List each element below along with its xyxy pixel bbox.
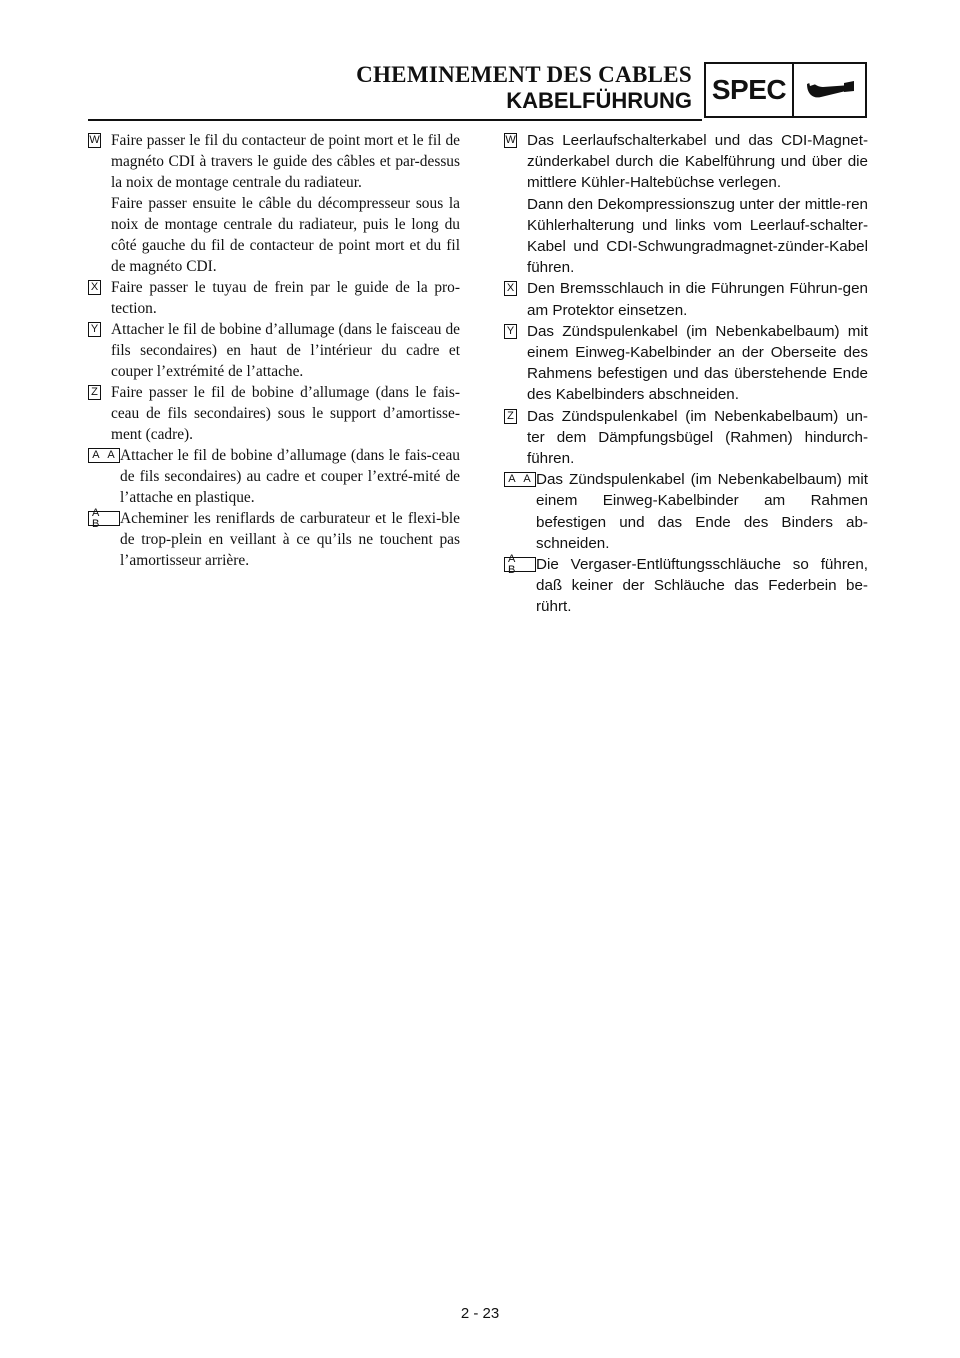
- item-marker: X: [88, 280, 101, 295]
- item-text: [120, 445, 460, 508]
- item-text: [111, 319, 460, 382]
- item-paragraph: Das Zündspulenkabel (im Nebenkabelbaum) mit einem Einweg-Kabelbinder an der Oberseite des Rahmens befestigen und das überstehende Ende des Kabelbinders abschneiden.: [527, 322, 868, 404]
- item-text: [527, 130, 868, 278]
- list-item: [88, 382, 460, 445]
- list-item: [88, 445, 460, 508]
- list-item: [504, 130, 868, 278]
- item-marker: W: [89, 134, 100, 146]
- german-column: [504, 130, 868, 618]
- item-marker: W: [505, 134, 516, 146]
- header-title-fr: CHEMINEMENT DES CABLES: [356, 62, 692, 87]
- item-marker: Y: [88, 322, 101, 337]
- spec-box: [704, 62, 867, 118]
- item-text: [111, 382, 460, 445]
- item-marker: Z: [88, 385, 101, 400]
- item-paragraph: Faire passer le fil du contacteur de point mort et le fil de magnéto CDI à travers le guide des câbles et par-dessus la noix de montage centrale du radiateur.: [111, 132, 460, 191]
- item-paragraph: Faire passer le fil de bobine d’allumage (dans le fais-ceau de fils secondaires) sous le support d’amortisse-ment (cadre).: [111, 384, 460, 443]
- list-item: [88, 130, 460, 277]
- list-item: [504, 278, 868, 320]
- page-number: 2 - 23: [460, 1305, 500, 1322]
- list-item: [504, 321, 868, 406]
- item-text: [527, 321, 868, 406]
- item-paragraph: Den Bremsschlauch in die Führungen Führun-gen am Protektor einsetzen.: [527, 280, 868, 319]
- item-text: [527, 278, 868, 320]
- list-item: [88, 508, 460, 571]
- item-marker: Y: [504, 324, 517, 339]
- item-paragraph: Attacher le fil de bobine d’allumage (dans le fais-ceau de fils secondaires) au cadre et couper l’extré-mité de l’attache en plastique.: [120, 447, 460, 506]
- item-paragraph: Das Leerlaufschalterkabel und das CDI-Magnet-zünderkabel durch die Kabelführung und über die mittlere Kühler-Haltebüchse verlegen.: [527, 132, 868, 192]
- spec-icon-cell: [794, 64, 865, 116]
- item-marker: A B: [88, 511, 120, 526]
- list-item: [504, 554, 868, 618]
- item-paragraph: Faire passer le tuyau de frein par le guide de la pro-tection.: [111, 279, 460, 317]
- header-rule: [88, 119, 702, 121]
- item-paragraph: Acheminer les reniflards de carburateur et le flexi-ble de trop-plein en veillant à ce qu’ils ne touchent pas l’amortisseur arrière.: [120, 510, 460, 569]
- french-column: [88, 130, 460, 571]
- spec-label: SPEC: [706, 64, 794, 116]
- item-marker: A B: [504, 557, 536, 572]
- list-item: [504, 406, 868, 470]
- item-paragraph: Dann den Dekompressionszug unter der mittle-ren Kühlerhalterung und links vom Leerlauf-schalter-Kabel und CDI-Schwungradmagnet-zünder-Kabel führen.: [527, 195, 868, 277]
- item-text: [111, 277, 460, 319]
- item-marker: A A: [88, 448, 120, 463]
- item-text: [120, 508, 460, 571]
- item-text: [527, 406, 868, 470]
- item-marker: X: [504, 281, 517, 296]
- item-paragraph: Attacher le fil de bobine d’allumage (dans le faisceau de fils secondaires) en haut de l’intérieur du cadre et couper l’extrémité de l’attache.: [111, 321, 460, 380]
- item-marker: Z: [504, 409, 517, 424]
- item-text: [536, 469, 868, 554]
- item-paragraph: Die Vergaser-Entlüftungsschläuche so führen, daß keiner der Schläuche das Federbein be-rührt.: [536, 556, 868, 616]
- item-paragraph: Das Zündspulenkabel (im Nebenkabelbaum) mit einem Einweg-Kabelbinder am Rahmen befestigen und das Ende des Binders ab-schneiden.: [536, 471, 868, 552]
- list-item: [88, 277, 460, 319]
- wrench-icon: [804, 77, 856, 103]
- item-marker: A A: [504, 472, 536, 487]
- list-item: [88, 319, 460, 382]
- item-text: [536, 554, 868, 618]
- header-title-de: KABELFÜHRUNG: [506, 88, 692, 113]
- item-paragraph: Faire passer ensuite le câble du décompresseur sous la noix de montage centrale du radiateur, puis le long du côté gauche du fil de contacteur de point mort et du fil de magnéto CDI.: [111, 195, 460, 275]
- item-paragraph: Das Zündspulenkabel (im Nebenkabelbaum) un-ter dem Dämpfungsbügel (Rahmen) hindurch-führen.: [527, 407, 868, 468]
- item-text: [111, 130, 460, 277]
- list-item: [504, 469, 868, 554]
